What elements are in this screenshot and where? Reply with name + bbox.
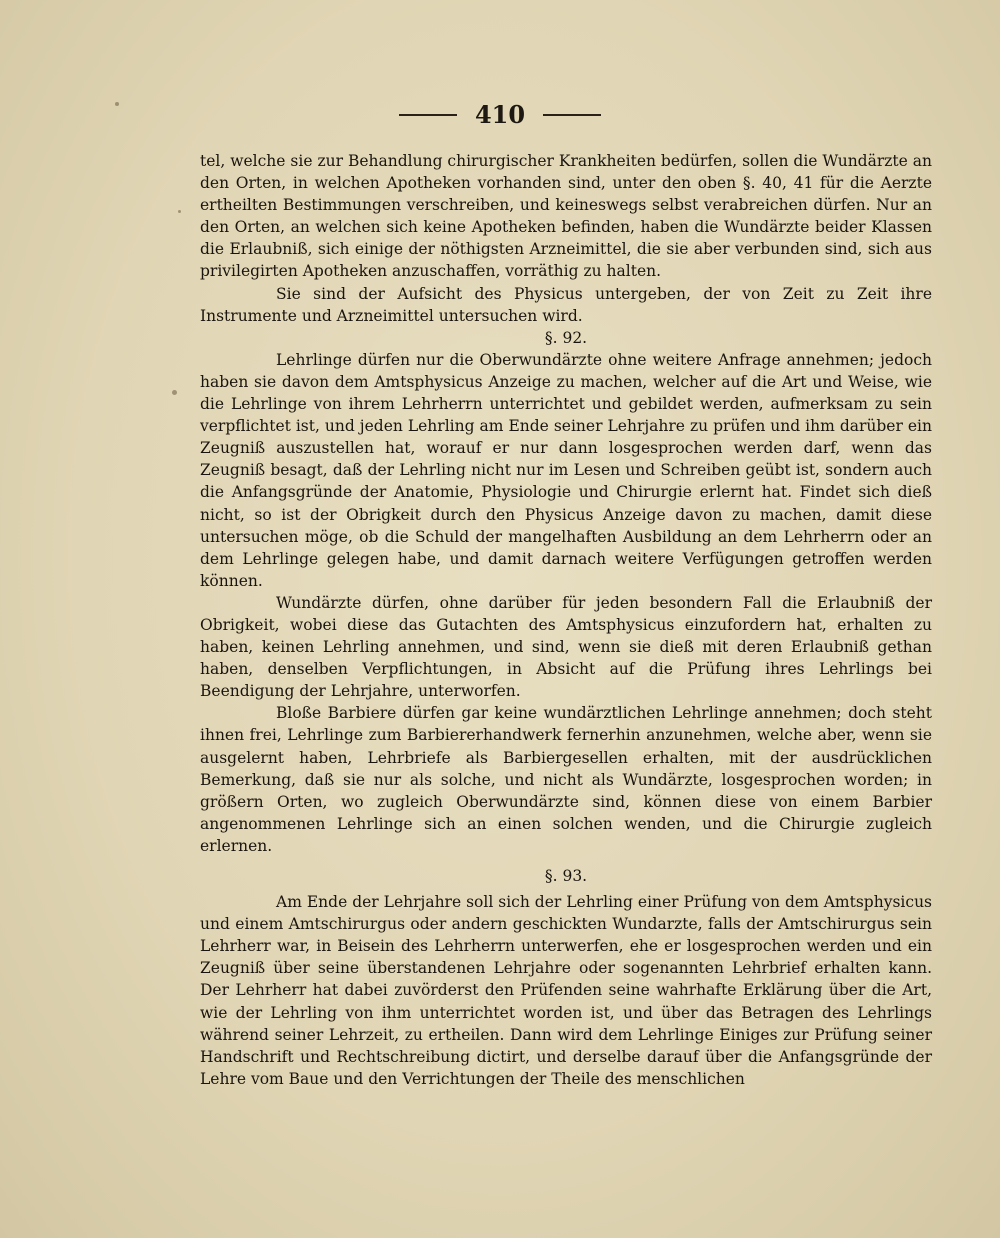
paragraph: Lehrlinge dürfen nur die Oberwundärzte ohne weitere Anfrage annehmen; jedoch haben sie davon dem Amtsphysicus Anzeige zu machen, welcher auf die Art und Weise, wie die Lehrlinge von ihrem Lehrherrn unterrichtet und gebildet werden, aufmerksam zu sein verpflichtet ist, und jeden Lehrling am Ende seiner Lehrjahre zu prüfen und ihm darüber ein Zeugniß auszustellen hat, worauf er nur dann losgesprochen werden darf, wenn das Zeugniß besagt, daß der Lehrling nicht nur im Lesen und Schreiben geübt ist, sondern auch die Anfangsgründe der Anatomie, Physiologie und Chirurgie erlernt hat. Findet sich dieß nicht, so ist der Obrigkeit durch den Physicus Anzeige davon zu machen, damit diese untersuchen möge, ob die Schuld der mangelhaften Ausbildung an dem Lehrherrn oder an dem Lehrlinge gelegen habe, und damit darnach weitere Verfügungen getroffen werden können. <box>200 350 932 590</box>
paragraph: Sie sind der Aufsicht des Physicus untergeben, der von Zeit zu Zeit ihre Instrumente und Arzneimittel untersuchen wird. <box>200 284 932 325</box>
page-number: 410 <box>474 100 526 129</box>
paragraph: Wundärzte dürfen, ohne darüber für jeden besondern Fall die Erlaubniß der Obrigkeit, wobei diese das Gutachten des Amtsphysicus einzufordern hat, erhalten zu haben, keinen Lehrling annehmen, und sind, wenn sie dieß mit deren Erlaubniß gethan haben, denselben Verpflichtungen, in Absicht auf die Prüfung ihres Lehrlings bei Beendigung der Lehrjahre, unterworfen. <box>200 593 932 701</box>
paper-spot <box>172 390 177 395</box>
page-body <box>200 150 932 1090</box>
page-header <box>0 100 1000 129</box>
paragraph: Bloße Barbiere dürfen gar keine wundärztlichen Lehrlinge annehmen; doch steht ihnen frei, Lehrlinge zum Barbiererhandwerk fernerhin anzunehmen, welche aber, wenn sie ausgelernt haben, Lehrbriefe als Barbiergesellen erhalten, mit der ausdrücklichen Bemerkung, daß sie nur als solche, und nicht als Wundärzte, losgesprochen worden; in größern Orten, wo zugleich Oberwundärzte sind, können diese von einem Barbier angenommenen Lehrlinge sich an einen solchen wenden, und die Chirurgie zugleich erlernen. <box>200 704 932 855</box>
paragraph: Am Ende der Lehrjahre soll sich der Lehrling einer Prüfung von dem Amtsphysicus und einem Amtschirurgus oder andern geschickten Wundarzte, falls der Amtschirurgus sein Lehrherr war, in Beisein des Lehrherrn unterwerfen, ehe er losgesprochen werden und ein Zeugniß über seine überstandenen Lehrjahre oder sogenannten Lehrbrief erhalten kann. Der Lehrherr hat dabei zuvörderst den Prüfenden seine wahrhafte Erklärung über die Art, wie der Lehrling von ihm unterrichtet worden ist, und über das Betragen des Lehrlings während seiner Lehrzeit, zu ertheilen. Dann wird dem Lehrlinge Einiges zur Prüfung seiner Handschrift und Rechtschreibung dictirt, und derselbe darauf über die Anfangsgründe der Lehre vom Baue und den Verrichtungen der Theile des menschlichen <box>200 893 932 1088</box>
section-heading-93: §. 93. <box>544 867 588 885</box>
header-rule-right <box>543 114 601 116</box>
paper-spot <box>178 210 181 213</box>
header-rule-left <box>399 114 457 116</box>
section-heading-92: §. 92. <box>544 328 588 347</box>
paragraph: tel, welche sie zur Behandlung chirurgischer Krankheiten bedürfen, sollen die Wundärzte an den Orten, in welchen Apotheken vorhanden sind, unter den oben §. 40, 41 für die Aerzte ertheilten Bestimmungen verschreiben, und keineswegs selbst verabreichen dürfen. Nur an den Orten, an welchen sich keine Apotheken befinden, haben die Wundärzte beider Klassen die Erlaubniß, sich einige der nöthigsten Arzneimittel, die sie aber verbunden sind, sich aus privilegirten Apotheken anzuschaffen, vorräthig zu halten. <box>200 152 932 281</box>
